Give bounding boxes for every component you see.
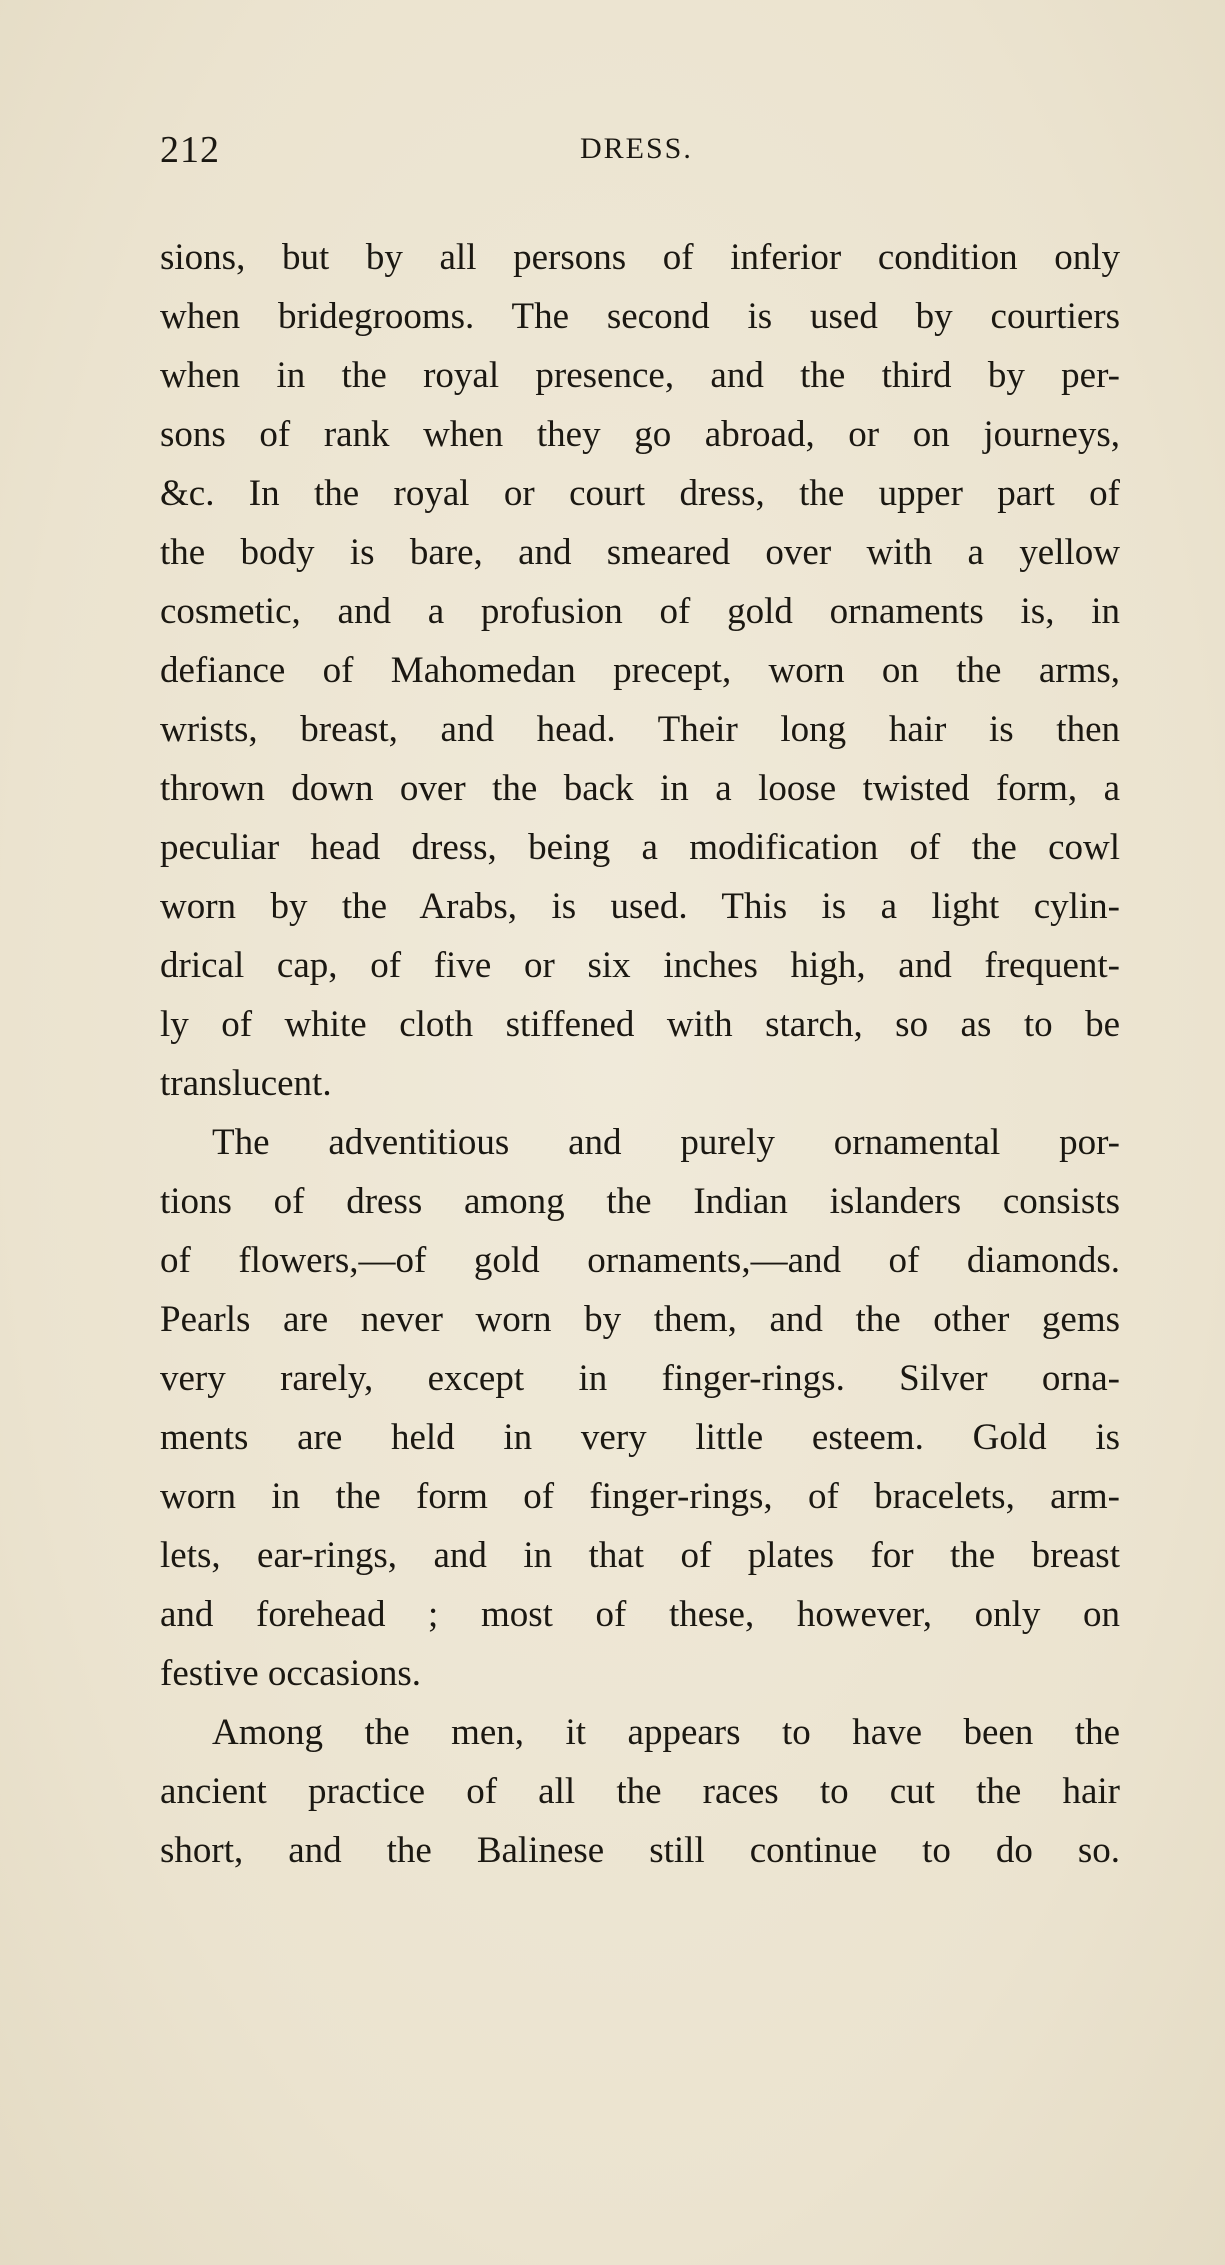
- page-header: [160, 128, 1120, 178]
- text-line: peculiar head dress, being a modification of the cowl: [160, 827, 1120, 868]
- text-line: wrists, breast, and head. Their long hair is then: [160, 709, 1120, 750]
- text-line: thrown down over the back in a loose twisted form, a: [160, 768, 1120, 809]
- text-line: worn by the Arabs, is used. This is a light cylin-: [160, 886, 1120, 927]
- text-line: &c. In the royal or court dress, the upper part of: [160, 473, 1120, 514]
- text-line: drical cap, of five or six inches high, and frequent-: [160, 945, 1120, 986]
- text-line: sons of rank when they go abroad, or on journeys,: [160, 414, 1120, 455]
- text-line: worn in the form of finger-rings, of bracelets, arm-: [160, 1476, 1120, 1517]
- running-head: DRESS.: [580, 132, 693, 165]
- text-line: cosmetic, and a profusion of gold ornaments is, in: [160, 591, 1120, 632]
- paragraph-start-line: Among the men, it appears to have been the: [212, 1712, 1120, 1753]
- text-line: sions, but by all persons of inferior condition only: [160, 237, 1120, 278]
- text-line: Pearls are never worn by them, and the other gems: [160, 1299, 1120, 1340]
- text-line: of flowers,—of gold ornaments,—and of diamonds.: [160, 1240, 1120, 1281]
- page-number: 212: [160, 129, 220, 171]
- text-line: short, and the Balinese still continue to do so.: [160, 1830, 1120, 1871]
- text-line: the body is bare, and smeared over with a yellow: [160, 532, 1120, 573]
- text-line: ancient practice of all the races to cut the hair: [160, 1771, 1120, 1812]
- text-line: when bridegrooms. The second is used by courtiers: [160, 296, 1120, 337]
- text-line: translucent.: [160, 1063, 332, 1104]
- text-line: very rarely, except in finger-rings. Silver orna-: [160, 1358, 1120, 1399]
- text-line: lets, ear-rings, and in that of plates for the breast: [160, 1535, 1120, 1576]
- text-line: defiance of Mahomedan precept, worn on the arms,: [160, 650, 1120, 691]
- text-line: tions of dress among the Indian islanders consists: [160, 1181, 1120, 1222]
- text-line: and forehead ; most of these, however, only on: [160, 1594, 1120, 1635]
- body-text: [160, 228, 1120, 1880]
- paragraph-start-line: The adventitious and purely ornamental por-: [212, 1122, 1120, 1163]
- text-line: ments are held in very little esteem. Gold is: [160, 1417, 1120, 1458]
- text-line: ly of white cloth stiffened with starch, so as to be: [160, 1004, 1120, 1045]
- text-line: when in the royal presence, and the third by per-: [160, 355, 1120, 396]
- text-line: festive occasions.: [160, 1653, 421, 1694]
